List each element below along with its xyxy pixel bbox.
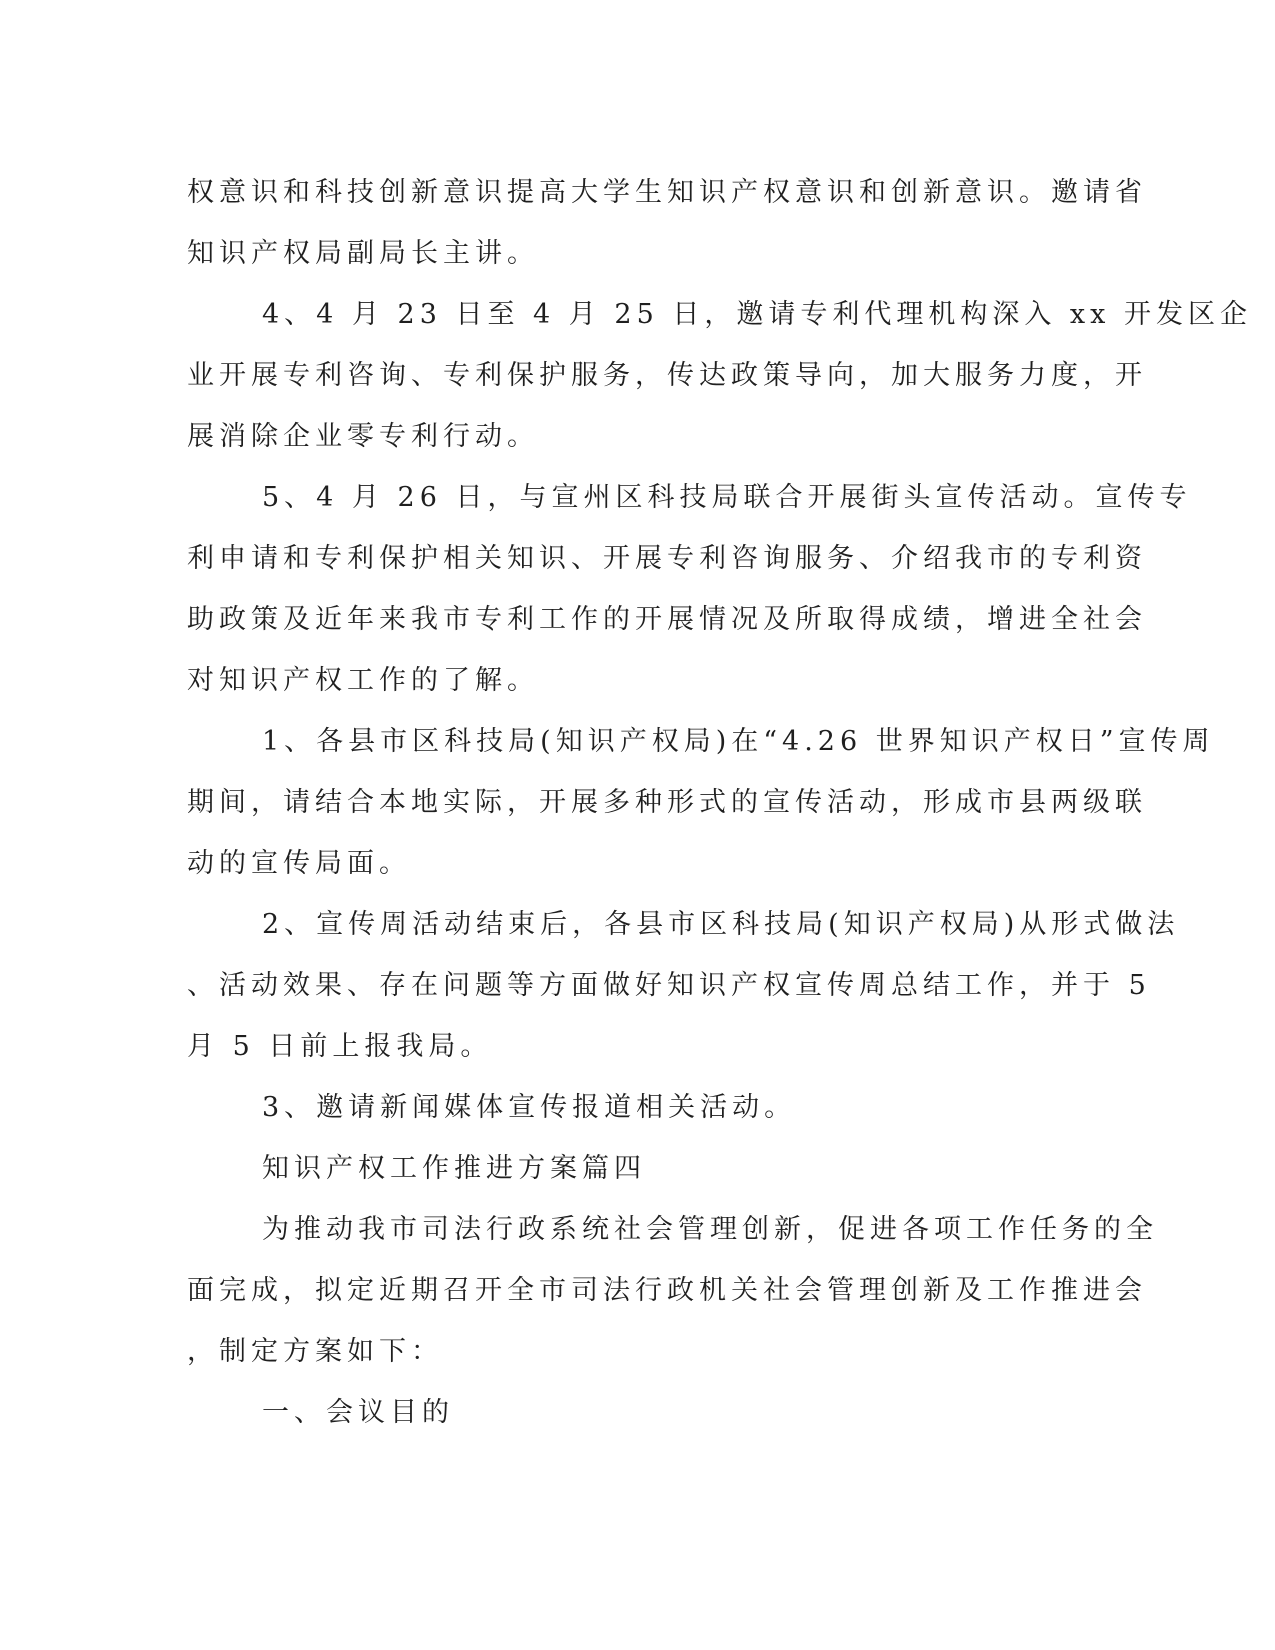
document-body	[187, 162, 1252, 1443]
text-line: 面完成，拟定近期召开全市司法行政机关社会管理创新及工作推进会	[187, 1275, 1147, 1306]
text-line: 权意识和科技创新意识提高大学生知识产权意识和创新意识。邀请省	[187, 177, 1147, 208]
paragraph-start-line: 1、各县市区科技局(知识产权局)在“4.26 世界知识产权日”宣传周	[262, 726, 1215, 757]
subsection-heading: 一、会议目的	[262, 1397, 454, 1428]
paragraph-start-line: 为推动我市司法行政系统社会管理创新，促进各项工作任务的全	[262, 1214, 1158, 1245]
text-line: 动的宣传局面。	[187, 848, 411, 879]
paragraph-start-line: 2、宣传周活动结束后，各县市区科技局(知识产权局)从形式做法	[262, 909, 1180, 940]
text-line: ，制定方案如下：	[187, 1336, 443, 1367]
paragraph-start-line: 5、4 月 26 日，与宣州区科技局联合开展街头宣传活动。宣传专	[262, 482, 1192, 513]
text-line: 知识产权局副局长主讲。	[187, 238, 539, 269]
text-line: 展消除企业零专利行动。	[187, 421, 539, 452]
paragraph-start-line: 3、邀请新闻媒体宣传报道相关活动。	[262, 1092, 797, 1123]
section-heading: 知识产权工作推进方案篇四	[262, 1153, 646, 1184]
paragraph-start-line: 4、4 月 23 日至 4 月 25 日，邀请专利代理机构深入 xx 开发区企	[262, 299, 1252, 330]
text-line: 利申请和专利保护相关知识、开展专利咨询服务、介绍我市的专利资	[187, 543, 1147, 574]
text-line: 助政策及近年来我市专利工作的开展情况及所取得成绩，增进全社会	[187, 604, 1147, 635]
text-line: 对知识产权工作的了解。	[187, 665, 539, 696]
text-line: 业开展专利咨询、专利保护服务，传达政策导向，加大服务力度，开	[187, 360, 1147, 391]
text-line: 期间，请结合本地实际，开展多种形式的宣传活动，形成市县两级联	[187, 787, 1147, 818]
text-line: 月 5 日前上报我局。	[187, 1031, 493, 1062]
text-line: 、活动效果、存在问题等方面做好知识产权宣传周总结工作，并于 5	[187, 970, 1151, 1001]
